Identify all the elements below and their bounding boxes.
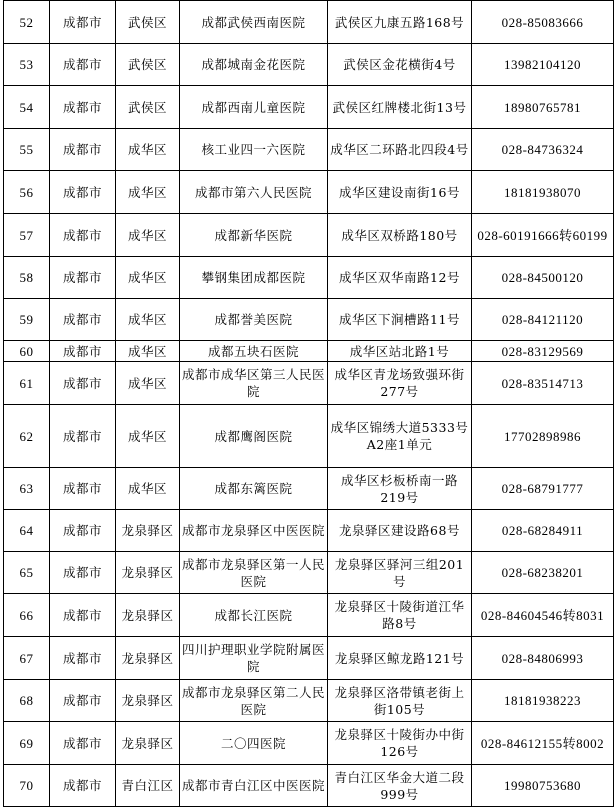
district-cell: 龙泉驿区: [116, 680, 180, 722]
row-number: 56: [4, 171, 50, 214]
address-cell: 武侯区九康五路168号: [328, 1, 472, 44]
address-cell: 武侯区金花横街4号: [328, 44, 472, 86]
phone-cell: 028-84736324: [472, 129, 614, 171]
address-cell: 成华区青龙场致强环街277号: [328, 362, 472, 405]
city-cell: 成都市: [50, 257, 116, 299]
address-cell: 成华区站北路1号: [328, 341, 472, 362]
row-number: 53: [4, 44, 50, 86]
phone-cell: 18181938070: [472, 171, 614, 214]
phone-cell: 028-83514713: [472, 362, 614, 405]
table-row: [4, 680, 614, 722]
phone-cell: 13982104120: [472, 44, 614, 86]
phone-cell: 028-68238201: [472, 552, 614, 594]
hospital-table: [3, 0, 614, 807]
hospital-cell: 成都市成华区第三人民医院: [180, 362, 328, 405]
district-cell: 成华区: [116, 362, 180, 405]
address-cell: 龙泉驿区洛带镇老街上街105号: [328, 680, 472, 722]
hospital-cell: 成都武侯西南医院: [180, 1, 328, 44]
phone-cell: 19980753680: [472, 765, 614, 807]
table-row: [4, 86, 614, 129]
address-cell: 成华区锦绣大道5333号A2座1单元: [328, 405, 472, 468]
phone-cell: 028-68284911: [472, 510, 614, 552]
row-number: 60: [4, 341, 50, 362]
phone-cell: 028-85083666: [472, 1, 614, 44]
city-cell: 成都市: [50, 765, 116, 807]
hospital-cell: 二〇四医院: [180, 722, 328, 765]
city-cell: 成都市: [50, 362, 116, 405]
city-cell: 成都市: [50, 341, 116, 362]
hospital-cell: 成都誉美医院: [180, 299, 328, 341]
address-cell: 龙泉驿区十陵街道江华路8号: [328, 594, 472, 637]
row-number: 67: [4, 637, 50, 680]
city-cell: 成都市: [50, 722, 116, 765]
district-cell: 龙泉驿区: [116, 722, 180, 765]
address-cell: 龙泉驿区鲸龙路121号: [328, 637, 472, 680]
table-row: [4, 44, 614, 86]
city-cell: 成都市: [50, 299, 116, 341]
district-cell: 成华区: [116, 214, 180, 257]
row-number: 52: [4, 1, 50, 44]
row-number: 66: [4, 594, 50, 637]
district-cell: 武侯区: [116, 44, 180, 86]
phone-cell: 028-60191666转60199: [472, 214, 614, 257]
city-cell: 成都市: [50, 171, 116, 214]
table-row: [4, 257, 614, 299]
city-cell: 成都市: [50, 405, 116, 468]
city-cell: 成都市: [50, 44, 116, 86]
row-number: 54: [4, 86, 50, 129]
hospital-cell: 成都市龙泉驿区第一人民医院: [180, 552, 328, 594]
district-cell: 龙泉驿区: [116, 552, 180, 594]
table-row: [4, 362, 614, 405]
row-number: 58: [4, 257, 50, 299]
phone-cell: 028-84121120: [472, 299, 614, 341]
hospital-cell: 四川护理职业学院附属医院: [180, 637, 328, 680]
table-row: [4, 129, 614, 171]
district-cell: 成华区: [116, 299, 180, 341]
address-cell: 青白江区华金大道二段999号: [328, 765, 472, 807]
district-cell: 成华区: [116, 171, 180, 214]
hospital-cell: 成都西南儿童医院: [180, 86, 328, 129]
address-cell: 龙泉驿区驿河三组201号: [328, 552, 472, 594]
hospital-cell: 成都长江医院: [180, 594, 328, 637]
row-number: 61: [4, 362, 50, 405]
district-cell: 龙泉驿区: [116, 637, 180, 680]
table-row: [4, 722, 614, 765]
city-cell: 成都市: [50, 214, 116, 257]
row-number: 70: [4, 765, 50, 807]
hospital-cell: 成都城南金花医院: [180, 44, 328, 86]
table-row: [4, 214, 614, 257]
row-number: 69: [4, 722, 50, 765]
row-number: 65: [4, 552, 50, 594]
district-cell: 武侯区: [116, 1, 180, 44]
district-cell: 成华区: [116, 468, 180, 510]
phone-cell: 17702898986: [472, 405, 614, 468]
row-number: 55: [4, 129, 50, 171]
address-cell: 成华区双桥路180号: [328, 214, 472, 257]
district-cell: 成华区: [116, 405, 180, 468]
table-row: [4, 765, 614, 807]
city-cell: 成都市: [50, 594, 116, 637]
city-cell: 成都市: [50, 1, 116, 44]
district-cell: 龙泉驿区: [116, 594, 180, 637]
hospital-cell: 成都鹰阁医院: [180, 405, 328, 468]
address-cell: 成华区二环路北四段4号: [328, 129, 472, 171]
hospital-cell: 成都市青白江区中医医院: [180, 765, 328, 807]
table-row: [4, 1, 614, 44]
hospital-cell: 成都市龙泉驿区中医医院: [180, 510, 328, 552]
row-number: 64: [4, 510, 50, 552]
address-cell: 成华区杉板桥南一路219号: [328, 468, 472, 510]
hospital-cell: 成都五块石医院: [180, 341, 328, 362]
phone-cell: 028-84500120: [472, 257, 614, 299]
district-cell: 青白江区: [116, 765, 180, 807]
row-number: 68: [4, 680, 50, 722]
phone-cell: 028-84612155转8002: [472, 722, 614, 765]
district-cell: 龙泉驿区: [116, 510, 180, 552]
city-cell: 成都市: [50, 129, 116, 171]
district-cell: 成华区: [116, 129, 180, 171]
district-cell: 成华区: [116, 341, 180, 362]
address-cell: 成华区双华南路12号: [328, 257, 472, 299]
hospital-cell: 成都新华医院: [180, 214, 328, 257]
city-cell: 成都市: [50, 680, 116, 722]
address-cell: 龙泉驿区建设路68号: [328, 510, 472, 552]
row-number: 57: [4, 214, 50, 257]
table-row: [4, 341, 614, 362]
table-row: [4, 171, 614, 214]
table-row: [4, 510, 614, 552]
city-cell: 成都市: [50, 468, 116, 510]
city-cell: 成都市: [50, 552, 116, 594]
hospital-cell: 攀钢集团成都医院: [180, 257, 328, 299]
city-cell: 成都市: [50, 637, 116, 680]
hospital-cell: 成都市第六人民医院: [180, 171, 328, 214]
table-row: [4, 552, 614, 594]
table-row: [4, 637, 614, 680]
address-cell: 成华区建设南街16号: [328, 171, 472, 214]
district-cell: 武侯区: [116, 86, 180, 129]
table-row: [4, 405, 614, 468]
district-cell: 成华区: [116, 257, 180, 299]
hospital-cell: 核工业四一六医院: [180, 129, 328, 171]
phone-cell: 18181938223: [472, 680, 614, 722]
phone-cell: 028-83129569: [472, 341, 614, 362]
city-cell: 成都市: [50, 86, 116, 129]
phone-cell: 028-84806993: [472, 637, 614, 680]
hospital-cell: 成都市龙泉驿区第二人民医院: [180, 680, 328, 722]
phone-cell: 18980765781: [472, 86, 614, 129]
row-number: 62: [4, 405, 50, 468]
address-cell: 武侯区红牌楼北街13号: [328, 86, 472, 129]
phone-cell: 028-84604546转8031: [472, 594, 614, 637]
table-row: [4, 468, 614, 510]
table-row: [4, 299, 614, 341]
row-number: 63: [4, 468, 50, 510]
address-cell: 龙泉驿区十陵街办中街126号: [328, 722, 472, 765]
phone-cell: 028-68791777: [472, 468, 614, 510]
row-number: 59: [4, 299, 50, 341]
hospital-cell: 成都东篱医院: [180, 468, 328, 510]
table-row: [4, 594, 614, 637]
city-cell: 成都市: [50, 510, 116, 552]
address-cell: 成华区下涧槽路11号: [328, 299, 472, 341]
